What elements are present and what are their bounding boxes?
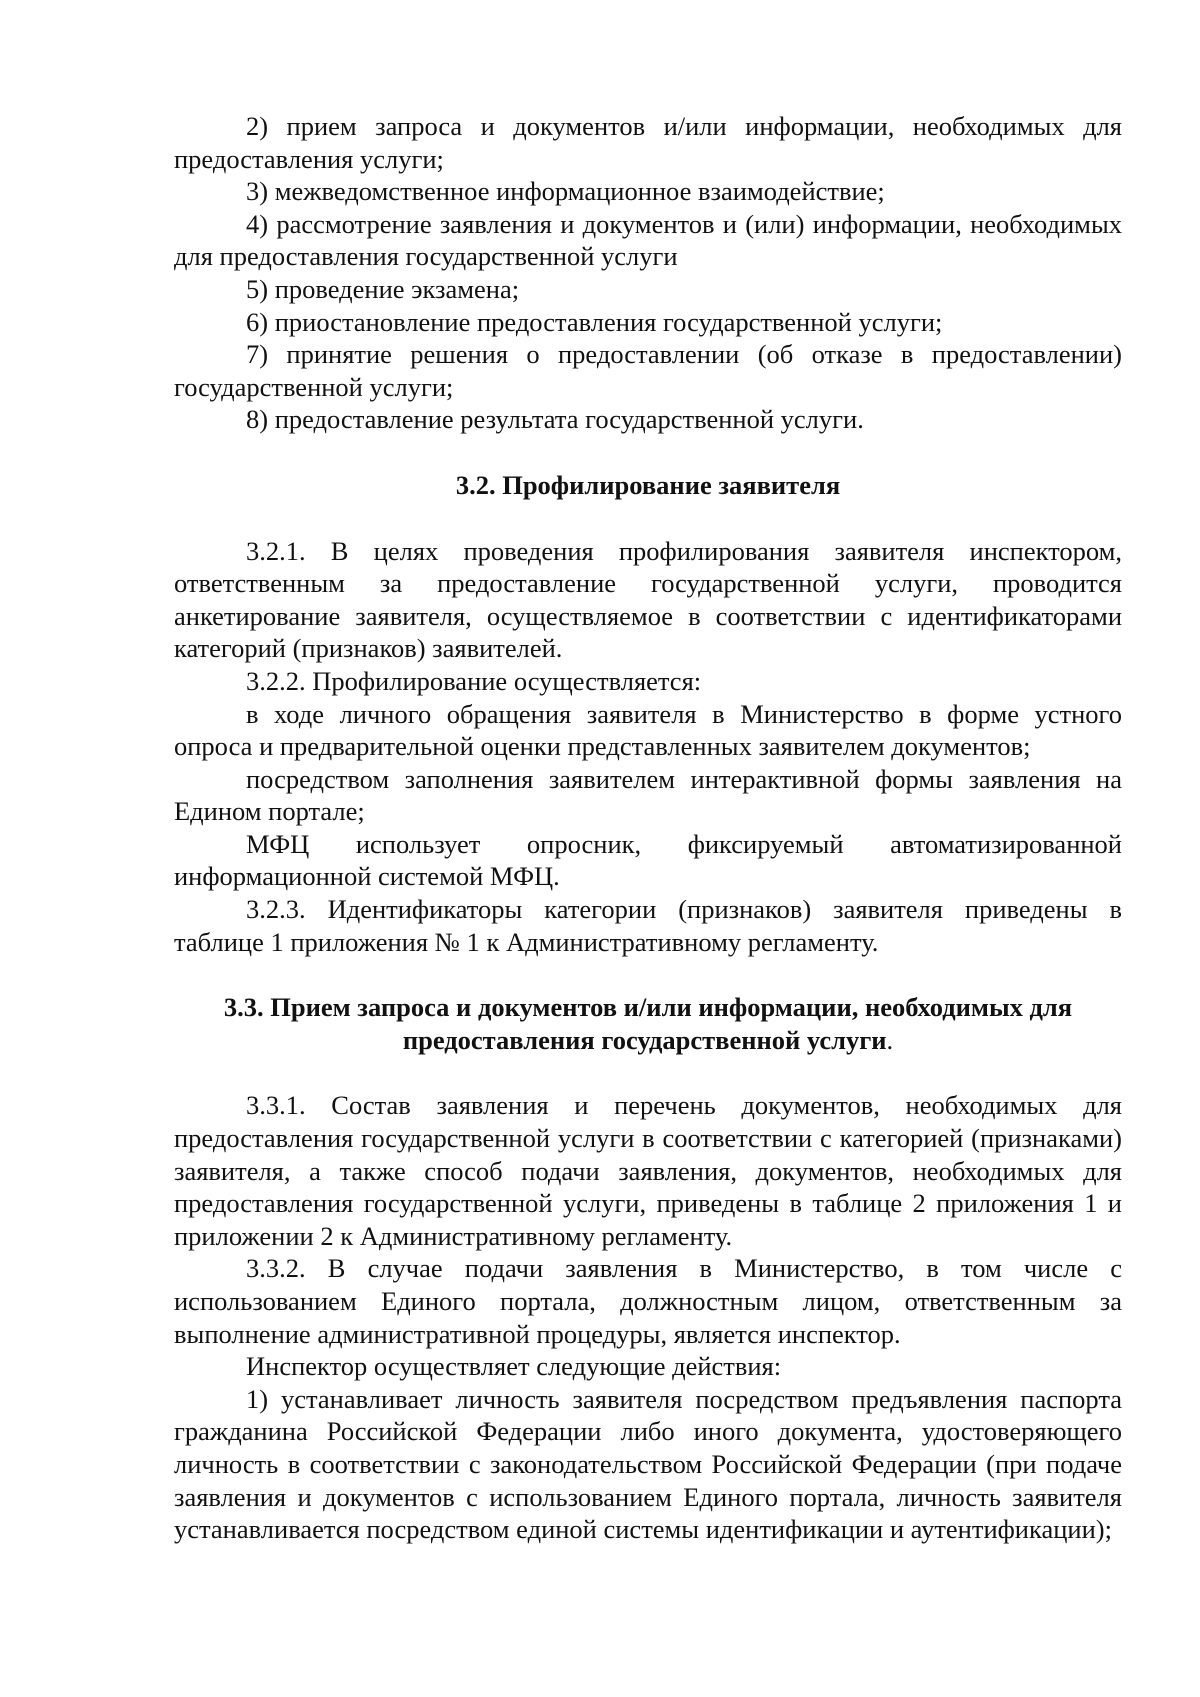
paragraph: 1) устанавливает личность заявителя посредством предъявления паспорта гражданина Российской Федерации либо иного документа, удостоверяющего личность в соответствии с законодательством Российской Федерации (при подаче заявления и документов с использованием Единого портала, личность заявителя устанавливается посредством единой системы идентификации и аутентификации);: [174, 1383, 1122, 1545]
list-item: 8) предоставление результата государственной услуги.: [246, 404, 864, 435]
paragraph: 3.2.1. В целях проведения профилирования заявителя инспектором, ответственным за предоставление государственной услуги, проводится анкетирование заявителя, осуществляемое в соответствии с идентификаторами категорий (признаков) заявителей.: [174, 535, 1122, 664]
spacer: [174, 1056, 1122, 1089]
list-item: 6) приостановление предоставления государственной услуги;: [246, 306, 943, 337]
paragraph: в ходе личного обращения заявителя в Министерство в форме устного опроса и предварительной оценки представленных заявителем документов;: [174, 698, 1122, 762]
list-item: 5) проведение экзамена;: [246, 273, 520, 304]
paragraph: посредством заполнения заявителем интерактивной формы заявления на Едином портале;: [174, 763, 1122, 827]
section-heading-3-3-line1: 3.3. Прием запроса и документов и/или информации, необходимых для: [223, 992, 1073, 1023]
paragraph: 3.2.2. Профилирование осуществляется:: [246, 665, 702, 696]
section-heading-3-3-line2-text: предоставления государственной услуги: [402, 1024, 887, 1055]
section-heading-3-3-period: .: [886, 1024, 894, 1055]
paragraph: МФЦ использует опросник, фиксируемый автоматизированной информационной системой МФЦ.: [174, 828, 1122, 892]
section-heading-3-2: 3.2. Профилирование заявителя: [455, 469, 841, 500]
list-item: 2) прием запроса и документов и/или информации, необходимых для предоставления услуги;: [174, 111, 1122, 174]
document-page: [174, 110, 1122, 1546]
list-item: 7) принятие решения о предоставлении (об отказе в предоставлении) государственной услуги;: [174, 339, 1122, 402]
list-item: 4) рассмотрение заявления и документов и (или) информации, необходимых для предоставления государственной услуги: [174, 208, 1122, 272]
paragraph: 3.3.2. В случае подачи заявления в Министерство, в том числе с использованием Единого портала, должностным лицом, ответственным за выполнение административной процедуры, является инспектор.: [174, 1253, 1122, 1349]
paragraph: 3.3.1. Состав заявления и перечень документов, необходимых для предоставления государственной услуги в соответствии с категорией (признаками) заявителя, а также способ подачи заявления, документов, необходимых для предоставления государственной услуги, приведены в таблице 2 приложения 1 и приложении 2 к Административному регламенту.: [174, 1090, 1122, 1251]
section-heading-3-3: [174, 991, 1122, 1056]
spacer: [174, 436, 1122, 469]
paragraph: Инспектор осуществляет следующие действия:: [246, 1351, 782, 1382]
paragraph: 3.2.3. Идентификаторы категории (признаков) заявителя приведены в таблице 1 приложения № 1 к Административному регламенту.: [174, 894, 1122, 957]
list-item: 3) межведомственное информационное взаимодействие;: [246, 176, 885, 207]
spacer: [174, 502, 1122, 535]
section-heading-3-3-line2: [174, 1024, 1122, 1057]
spacer: [174, 958, 1122, 991]
